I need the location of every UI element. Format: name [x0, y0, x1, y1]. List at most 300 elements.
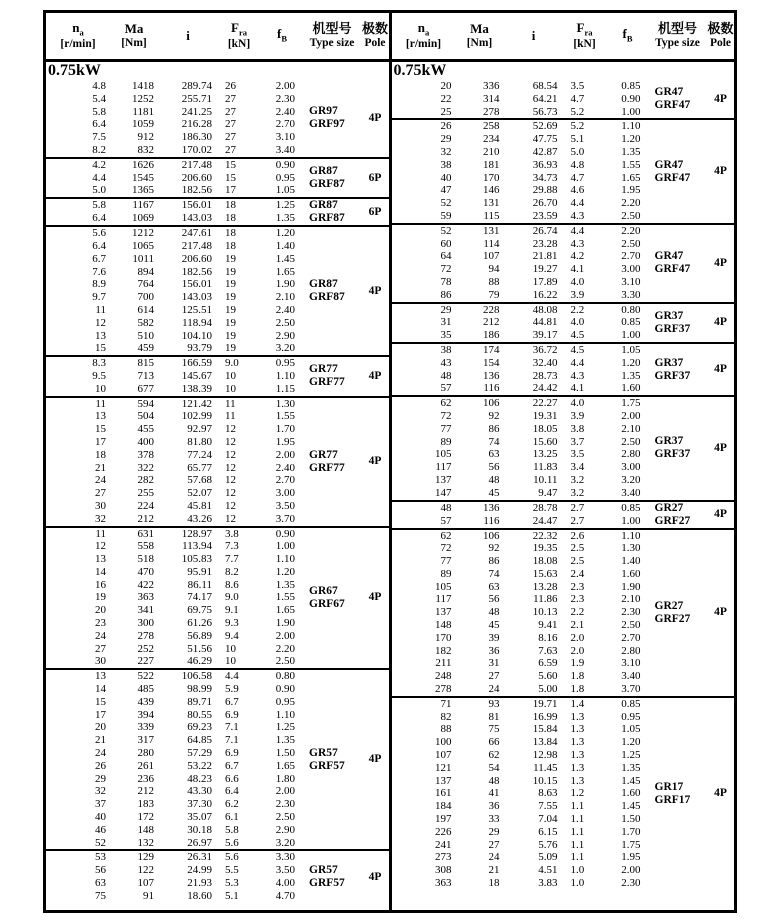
cell-i: 26.31	[187, 851, 212, 864]
cell-fb: 1.25	[275, 199, 295, 212]
spec-row	[46, 80, 390, 93]
cell-na: 8.3	[92, 357, 106, 370]
cell-i: 36.72	[532, 343, 558, 356]
header-label-zh: 机型号	[657, 21, 697, 37]
type-size-line: GR47	[654, 250, 684, 263]
header-symbol-subscript: ra	[584, 27, 593, 38]
cell-fra: 4.5	[570, 343, 585, 356]
type-size-cell	[304, 158, 360, 198]
cell-ma: 21	[488, 864, 500, 877]
cell-fb: 3.40	[275, 143, 295, 156]
power-rating-label: 0.75kW	[393, 62, 447, 79]
cell-fra: 18	[225, 239, 236, 252]
cell-na: 117	[435, 461, 452, 474]
type-size-line: GR77	[309, 448, 338, 461]
cell-fra: 12	[225, 461, 236, 474]
cell-ma: 314	[483, 92, 500, 105]
cell-ma: 93	[488, 697, 500, 710]
power-rating-row	[392, 61, 736, 81]
cell-i: 125.51	[181, 303, 212, 316]
cell-i: 13.84	[532, 736, 558, 749]
pole-cell: 4P	[368, 455, 382, 468]
cell-fra: 1.3	[570, 736, 585, 749]
cell-ma: 400	[137, 435, 154, 448]
cell-na: 211	[435, 657, 452, 670]
cell-fra: 12	[225, 448, 236, 461]
type-size-cell	[650, 396, 706, 500]
table-header	[392, 13, 736, 61]
cell-i: 216.28	[181, 118, 212, 131]
cell-i: 18.05	[532, 422, 558, 435]
cell-fra: 5.2	[570, 105, 585, 118]
cell-i: 77.24	[187, 448, 212, 461]
cell-fb: 1.80	[275, 772, 295, 785]
cell-fra: 5.1	[570, 133, 585, 146]
cell-i: 35.07	[187, 811, 212, 824]
pole-cell: 4P	[714, 787, 727, 800]
header-label-en: Type size	[655, 36, 700, 49]
spec-row	[392, 119, 736, 133]
cell-fra: 1.3	[570, 774, 585, 787]
spec-row	[46, 397, 390, 411]
cell-ma: 252	[137, 642, 154, 655]
cell-fb: 3.40	[621, 670, 641, 683]
cell-fb: 1.55	[275, 591, 295, 604]
cell-na: 170	[435, 631, 452, 644]
cell-ma: 558	[137, 540, 154, 553]
cell-fra: 18	[225, 212, 236, 225]
cell-fra: 2.7	[570, 501, 585, 514]
cell-i: 15.84	[532, 723, 558, 736]
cell-ma: 485	[137, 683, 154, 696]
cell-ma: 107	[137, 877, 154, 890]
pole-cell: 4P	[714, 92, 727, 105]
cell-fra: 7.1	[225, 734, 239, 747]
cell-fb: 1.65	[275, 759, 295, 772]
cell-i: 241.25	[181, 105, 212, 118]
cell-ma: 66	[488, 736, 500, 749]
cell-ma: 79	[488, 288, 500, 301]
cell-i: 11.45	[533, 761, 558, 774]
cell-fb: 3.70	[621, 683, 641, 696]
cell-fb: 2.70	[621, 250, 641, 263]
cell-i: 102.99	[181, 410, 212, 423]
cell-fra: 1.1	[570, 813, 585, 826]
cell-na: 38	[440, 343, 452, 356]
cell-fb: 1.70	[275, 423, 295, 436]
cell-fb: 3.20	[275, 836, 295, 849]
pole-cell: 4P	[368, 870, 382, 883]
cell-fb: 0.95	[275, 695, 295, 708]
cell-fb: 1.10	[275, 369, 295, 382]
cell-fb: 1.10	[621, 529, 641, 542]
cell-fra: 3.9	[570, 409, 585, 422]
cell-fra: 5.1	[225, 889, 239, 902]
cell-fra: 4.3	[570, 209, 585, 222]
cell-na: 43	[440, 356, 452, 369]
cell-fra: 27	[225, 105, 236, 118]
cell-i: 57.68	[187, 474, 212, 487]
cell-fb: 1.35	[621, 369, 641, 382]
spec-row	[392, 80, 736, 93]
cell-ma: 88	[488, 275, 500, 288]
type-size-line: GRF77	[309, 376, 345, 389]
cell-i: 19.35	[532, 542, 558, 555]
header-symbol-text: Ma	[124, 21, 144, 37]
cell-ma: 122	[137, 864, 154, 877]
cell-fra: 1.3	[570, 749, 585, 762]
cell-ma: 92	[488, 542, 500, 555]
cell-ma: 74	[488, 567, 500, 580]
cell-ma: 280	[137, 747, 154, 760]
cell-i: 24.47	[532, 514, 558, 527]
cell-ma: 912	[137, 131, 154, 144]
cell-i: 22.32	[532, 529, 558, 542]
cell-fra: 2.1	[570, 619, 585, 632]
cell-fra: 19	[225, 303, 236, 316]
cell-ma: 339	[137, 721, 154, 734]
cell-fra: 12	[225, 474, 236, 487]
cell-i: 39.17	[532, 329, 558, 342]
cell-fra: 3.9	[570, 288, 585, 301]
cell-fra: 4.1	[570, 382, 585, 395]
type-size-line: GRF27	[654, 514, 691, 527]
cell-fb: 2.90	[275, 329, 295, 342]
cell-ma: 148	[137, 823, 154, 836]
cell-fra: 1.4	[570, 697, 585, 710]
cell-fb: 2.10	[621, 422, 641, 435]
type-size-line: GRF57	[309, 759, 345, 772]
cell-ma: 36	[488, 644, 500, 657]
type-size-line: GRF67	[309, 597, 345, 610]
cell-fb: 1.65	[275, 604, 295, 617]
cell-ma: 894	[137, 265, 154, 278]
cell-ma: 278	[137, 629, 154, 642]
cell-fb: 1.75	[621, 397, 641, 410]
cell-ma: 63	[488, 580, 500, 593]
cell-na: 121	[435, 761, 452, 774]
cell-fb: 0.85	[621, 697, 641, 710]
cell-fra: 2.5	[570, 542, 585, 555]
spec-row	[46, 158, 390, 172]
cell-fb: 1.75	[621, 838, 641, 851]
type-size-cell	[304, 80, 360, 158]
cell-fra: 10	[225, 369, 236, 382]
cell-i: 186.30	[181, 131, 212, 144]
pole-cell: 4P	[368, 753, 382, 766]
cell-fra: 4.3	[570, 369, 585, 382]
cell-fra: 11	[225, 397, 236, 410]
cell-i: 23.59	[532, 209, 558, 222]
header-symbol-subscript: B	[626, 34, 633, 45]
cell-ma: 278	[483, 105, 500, 118]
cell-ma: 300	[137, 617, 154, 630]
cell-fra: 12	[225, 499, 236, 512]
cell-fra: 2.5	[570, 555, 585, 568]
cell-na: 47	[440, 184, 452, 197]
cell-i: 43.26	[187, 512, 212, 525]
header-label-zh: 极数	[361, 21, 388, 37]
cell-i: 21.93	[187, 877, 212, 890]
cell-ma: 439	[137, 695, 154, 708]
cell-fb: 2.40	[275, 461, 295, 474]
cell-ma: 322	[137, 461, 154, 474]
cell-ma: 81	[488, 710, 500, 723]
type-size-cell	[650, 224, 706, 303]
cell-fra: 9.3	[225, 617, 239, 630]
cell-na: 26	[95, 759, 106, 772]
cell-i: 5.00	[538, 683, 558, 696]
cell-ma: 54	[488, 761, 500, 774]
cell-fb: 1.20	[621, 736, 641, 749]
cell-fb: 1.00	[621, 105, 641, 118]
cell-fra: 6.2	[225, 798, 239, 811]
cell-i: 32.40	[532, 356, 558, 369]
cell-i: 6.59	[538, 657, 558, 670]
cell-ma: 129	[137, 851, 154, 864]
spec-table-frame	[43, 10, 737, 913]
cell-na: 62	[440, 397, 452, 410]
cell-fra: 1.0	[570, 877, 585, 890]
header-label-en: Pole	[364, 36, 386, 49]
cell-ma: 1167	[132, 199, 154, 212]
cell-i: 9.47	[538, 486, 558, 499]
header-symbol-subscript: ra	[238, 27, 247, 38]
cell-na: 15	[95, 342, 106, 355]
cell-na: 11	[95, 303, 106, 316]
cell-i: 3.83	[538, 877, 558, 890]
cell-fb: 0.90	[275, 527, 295, 540]
cell-i: 5.60	[538, 670, 558, 683]
cell-fb: 1.05	[275, 184, 295, 197]
cell-fb: 1.35	[275, 212, 295, 225]
pole-cell: 4P	[714, 363, 727, 376]
cell-fb: 2.50	[621, 209, 641, 222]
pole-cell: 4P	[714, 441, 727, 454]
cell-ma: 172	[137, 811, 154, 824]
cell-fra: 27	[225, 143, 236, 156]
type-size-cell	[304, 226, 360, 356]
cell-i: 7.04	[538, 813, 558, 826]
cell-fb: 0.90	[275, 158, 295, 171]
header-symbol-text: n	[72, 20, 80, 35]
cell-ma: 106	[483, 529, 500, 542]
cell-ma: 1065	[132, 239, 154, 252]
cell-ma: 116	[483, 382, 500, 395]
cell-ma: 582	[137, 316, 154, 329]
cell-fb: 2.90	[275, 823, 295, 836]
cell-fra: 27	[225, 131, 236, 144]
header-symbol	[158, 29, 218, 44]
cell-ma: 210	[483, 145, 500, 158]
type-size-line: GR37	[654, 435, 684, 448]
type-size-line: GRF37	[654, 322, 691, 335]
cell-i: 24.42	[532, 382, 558, 395]
cell-i: 182.56	[181, 265, 212, 278]
cell-fra: 10	[225, 655, 236, 668]
cell-fra: 15	[225, 171, 236, 184]
cell-na: 24	[95, 474, 106, 487]
cell-ma: 227	[137, 655, 154, 668]
cell-na: 13	[95, 553, 106, 566]
cell-i: 21.81	[532, 250, 558, 263]
cell-na: 6.4	[92, 239, 106, 252]
cell-na: 59	[440, 209, 452, 222]
cell-i: 206.60	[181, 252, 212, 265]
cell-fb: 2.50	[275, 316, 295, 329]
cell-ma: 132	[137, 836, 154, 849]
cell-ma: 45	[488, 619, 500, 632]
cell-ma: 1212	[132, 227, 154, 240]
cell-fb: 1.00	[621, 329, 641, 342]
cell-fb: 1.35	[621, 761, 641, 774]
spec-section	[46, 527, 390, 670]
cell-i: 247.61	[181, 227, 212, 240]
cell-na: 37	[95, 798, 106, 811]
cell-i: 19.71	[532, 697, 558, 710]
cell-i: 42.87	[532, 145, 558, 158]
cell-na: 4.8	[92, 80, 106, 92]
cell-fra: 9.1	[225, 604, 239, 617]
cell-i: 15.63	[532, 567, 558, 580]
cell-ma: 74	[488, 435, 500, 448]
cell-i: 166.59	[181, 357, 212, 370]
cell-ma: 258	[483, 120, 500, 133]
cell-ma: 41	[488, 787, 500, 800]
cell-ma: 1545	[132, 171, 154, 184]
cell-ma: 1365	[132, 184, 154, 197]
cell-na: 8.9	[92, 278, 106, 291]
cell-na: 25	[440, 105, 452, 118]
cell-na: 11	[95, 397, 106, 410]
cell-fra: 5.0	[570, 145, 585, 158]
col-header-type-size	[304, 13, 360, 61]
cell-na: 72	[440, 263, 452, 276]
cell-fra: 3.5	[570, 448, 585, 461]
cell-fra: 19	[225, 265, 236, 278]
cell-ma: 56	[488, 593, 500, 606]
cell-na: 30	[95, 655, 106, 668]
cell-fb: 1.45	[621, 800, 641, 813]
cell-fra: 1.8	[570, 683, 585, 696]
cell-ma: 336	[483, 80, 500, 92]
cell-na: 35	[440, 329, 452, 342]
cell-fb: 1.65	[275, 265, 295, 278]
header-symbol	[456, 22, 504, 37]
header-symbol-subscript: a	[79, 27, 84, 38]
cell-fb: 2.50	[275, 811, 295, 824]
cell-i: 48.08	[532, 303, 558, 316]
header-label-zh: 极数	[707, 21, 734, 37]
spec-section	[46, 80, 390, 158]
cell-ma: 261	[137, 759, 154, 772]
cell-na: 148	[435, 619, 452, 632]
cell-i: 18.60	[187, 889, 212, 902]
cell-fb: 2.10	[621, 593, 641, 606]
cell-na: 29	[95, 772, 106, 785]
cell-ma: 455	[137, 423, 154, 436]
cell-fra: 19	[225, 316, 236, 329]
cell-na: 89	[440, 435, 452, 448]
cell-fra: 10	[225, 642, 236, 655]
type-size-line: GRF87	[309, 177, 345, 190]
cell-ma: 18	[488, 877, 500, 890]
cell-na: 105	[435, 580, 452, 593]
cell-fra: 19	[225, 252, 236, 265]
col-header-ma	[110, 13, 158, 61]
cell-na: 32	[440, 145, 452, 158]
cell-na: 5.0	[92, 184, 106, 197]
cell-fra: 3.2	[570, 486, 585, 499]
cell-na: 17	[95, 708, 106, 721]
cell-fb: 0.80	[621, 303, 641, 316]
cell-ma: 594	[137, 397, 154, 410]
cell-fb: 1.10	[621, 120, 641, 133]
cell-i: 8.63	[538, 787, 558, 800]
cell-fra: 5.3	[225, 877, 239, 890]
cell-i: 13.25	[532, 448, 558, 461]
cell-i: 64.85	[187, 734, 212, 747]
col-header-fra	[564, 13, 606, 61]
cell-i: 95.91	[187, 565, 212, 578]
cell-na: 7.6	[92, 265, 106, 278]
spec-table-right	[389, 13, 735, 910]
pole-cell: 6P	[368, 205, 382, 218]
cell-fra: 27	[225, 92, 236, 105]
power-rating-label: 0.75kW	[48, 62, 101, 79]
cell-na: 5.4	[92, 92, 106, 105]
cell-na: 20	[95, 604, 106, 617]
spec-row	[392, 396, 736, 410]
type-size-line: GRF87	[309, 212, 345, 225]
cell-fb: 1.20	[621, 356, 641, 369]
cell-fra: 6.1	[225, 811, 239, 824]
cell-fra: 4.1	[570, 263, 585, 276]
cell-i: 22.27	[532, 397, 558, 410]
cell-fra: 18	[225, 199, 236, 212]
cell-fb: 3.10	[621, 657, 641, 670]
cell-na: 7.5	[92, 131, 106, 144]
cell-na: 4.4	[92, 171, 106, 184]
type-size-line: GRF47	[654, 263, 691, 276]
cell-fra: 18	[225, 227, 236, 240]
cell-na: 52	[440, 197, 452, 210]
cell-fra: 3.8	[570, 422, 585, 435]
cell-fra: 15	[225, 158, 236, 171]
col-header-na	[46, 13, 110, 61]
pole-cell: 4P	[368, 111, 382, 124]
header-label-en: Type size	[309, 36, 355, 49]
cell-na: 9.5	[92, 369, 106, 382]
cell-i: 12.98	[532, 749, 558, 762]
cell-fb: 2.40	[275, 303, 295, 316]
type-size-line: GRF97	[309, 118, 345, 131]
col-header-i	[504, 13, 564, 61]
cell-na: 29	[440, 133, 452, 146]
spec-section	[392, 697, 736, 890]
cell-fra: 19	[225, 329, 236, 342]
type-size-cell	[650, 697, 706, 890]
cell-ma: 48	[488, 473, 500, 486]
cell-na: 57	[440, 514, 452, 527]
type-size-line: GR37	[654, 309, 684, 322]
type-size-cell	[650, 343, 706, 396]
type-size-line: GR57	[309, 864, 338, 877]
header-unit: [Nm]	[121, 36, 147, 49]
spec-table	[46, 13, 390, 903]
cell-fra: 4.0	[570, 316, 585, 329]
cell-ma: 234	[483, 133, 500, 146]
